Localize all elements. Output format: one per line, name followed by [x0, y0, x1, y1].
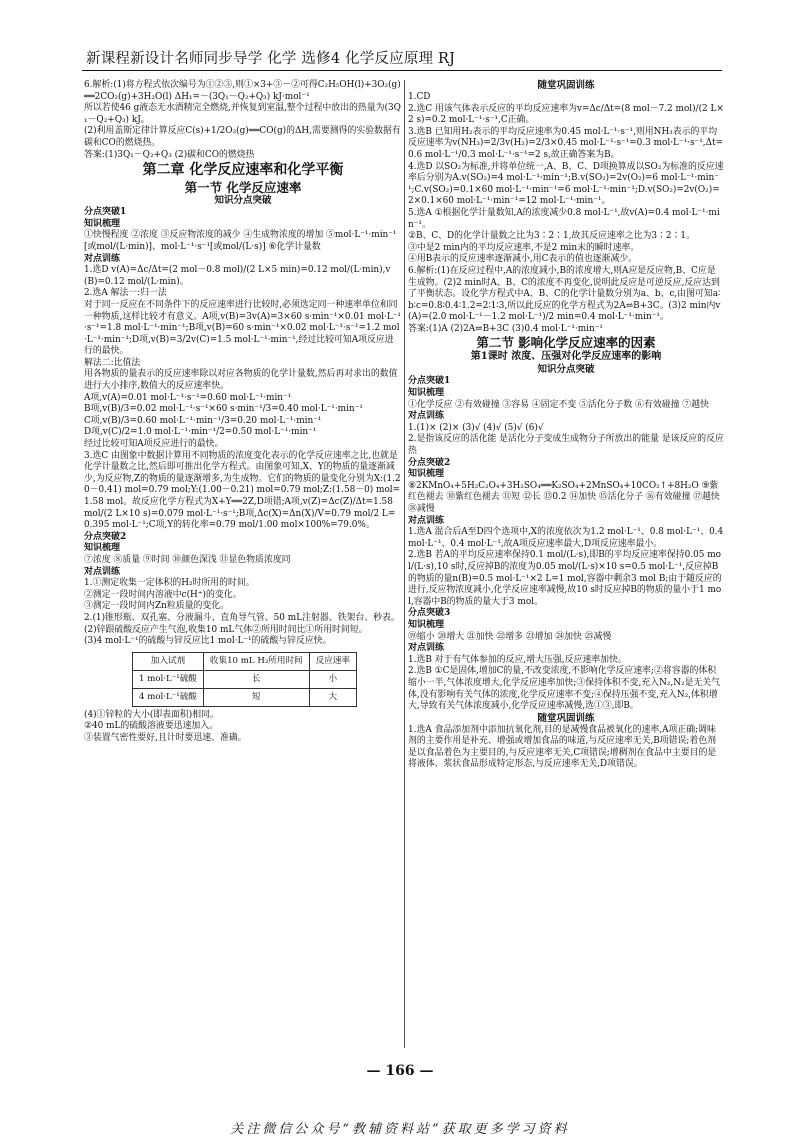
footer-note: 关注微信公众号“教辅资料站”获取更多学习资料 — [230, 1122, 570, 1137]
paragraph: 1.选A 食品添加剂中添加抗氧化剂,目的是减慢食品被氧化的速率,A项正确;调味剂的主要作用是补充、增强或增加食品的味道,与反应速率无关,B项错误;着色剂是以食品着色为主要目的,与反应速率无关,C项错误;增稠剂在食品中主要目的是将液体、浆状食品形成特定形态,与反应速率无关,D项错误。 — [408, 724, 717, 770]
paragraph: ③装置气密性要好,且计时要迅速、准确。 — [84, 732, 247, 743]
paragraph: 1.选D v(A)=Δc/Δt=(2 mol－0.8 mol)/(2 L×5 min)=0.12 mol/(L·min),v(B)=0.12 mol/(L·min)。 — [84, 265, 391, 287]
paragraph: ⑧2KMnO₄+5H₂C₂O₄+3H₂SO₄══K₂SO₄+2MnSO₄+10CO₂↑+8H₂O ⑨紫红色褪去 ⑩紫红色褪去 ⑪短 ⑫长 ⑬0.2 ⑭加快 ⑮活化分子 ⑯有效碰撞 ⑰越快 ⑱减慢 — [408, 480, 720, 514]
paragraph: ①快慢程度 ②浓度 ③反应物浓度的减少 ④生成物浓度的增加 ⑤mol·L⁻¹·min⁻¹[或mol/(L·min)]、mol·L⁻¹·s⁻¹[或mol/(L·s)] ⑥化学计量数 — [84, 230, 397, 252]
paragraph: 对于同一反应在不同条件下的反应速率进行比较时,必须选定同一种速率单位和同一种物质,这样比较才有意义。A项,v(B)=3v(A)=3×60 s·min⁻¹×0.01 mol·L⁻¹·s⁻¹=1.8 mol·L⁻¹·min⁻¹;B项,v(B)=60 s·min⁻¹×0.02 mol·L⁻¹·s⁻¹=1.2 mol·L⁻¹·min⁻¹;D项,v(B)=3/2v(C)=1.5 mol·L⁻¹·min⁻¹,经过比较可知A项反应进行的最快。 — [84, 299, 401, 357]
right-column-body — [408, 80, 724, 771]
paragraph: 经过比较可知A项反应进行的最快。 — [84, 439, 224, 450]
paragraph: ⑦浓度 ⑧质量 ⑨时间 ⑩颜色深浅 ⑪显色物质浓度同 — [84, 554, 291, 565]
paragraph: 答案:(1)A (2)2A⇌B+3C (3)0.4 mol·L⁻¹·min⁻¹ — [408, 323, 603, 334]
table-row — [133, 688, 357, 706]
keyword-heading: 知识梳理 — [408, 619, 445, 630]
subsection-title: 知识分点突破 — [537, 364, 595, 376]
paragraph: C项,v(B)/3=0.60 mol·L⁻¹·min⁻¹/3=0.20 mol·L⁻¹·min⁻¹ — [84, 415, 322, 426]
subsection-title: 随堂巩固训练 — [537, 80, 595, 91]
paragraph: 所以若使46 g液态无水酒精完全燃烧,并恢复到室温,整个过程中放出的热量为(3Q₁－Q₂+Q₃) kJ。 — [84, 103, 401, 125]
table-cell: 长 — [203, 670, 309, 688]
left-column-after-table — [84, 710, 402, 745]
paragraph: 1.选A 混合后A至D四个选项中,X的浓度依次为1.2 mol·L⁻¹、0.8 mol·L⁻¹、0.4 mol·L⁻¹、0.4 mol·L⁻¹,故A项反应速率最大,D项反应速率最小。 — [408, 527, 724, 549]
keyword-heading: 分点突破1 — [84, 207, 127, 218]
paragraph: 答案:(1)3Q₁－Q₂+Q₃ (2)碳和CO的燃烧热 — [84, 149, 255, 160]
table-cell: 大 — [309, 688, 356, 706]
table-cell: 短 — [203, 688, 309, 706]
section-title: 第一节 化学反应速率 — [184, 180, 302, 196]
paragraph: 6.解析:(1)在反应过程中,A的浓度减小,B的浓度增大,则A应是反应物,B、C应是生成物。(2)2 min时A、B、C的浓度不再变化,说明此反应是可逆反应,反应达到了平衡状态。设化学方程式中A、B、C的化学计量数分别为a、b、c,由图可知a∶b∶c=0.8∶0.4∶1.2=2∶1∶3,所以此反应的化学方程式为2A⇌B+3C。(3)2 min内v(A)=(2.0 mol·L⁻¹－1.2 mol·L⁻¹)/2 min=0.4 mol·L⁻¹·min⁻¹。 — [408, 265, 721, 323]
paragraph: 2.选A 解法一:归一法 — [84, 288, 167, 299]
paragraph: 3.选C 由图象中数据计算用不同物质的浓度变化表示的化学反应速率之比,也就是化学计量数之比,然后即可推出化学方程式。由图象可知,X、Y的物质的量逐渐减少,为反应物,Z的物质的量逐渐增多,为生成物。它们的物质的量变化分别为X:(1.20－0.41) mol=0.79 mol;Y:(1.00－0.21) mol=0.79 mol;Z:(1.58－0) mol=1.58 mol。故反应化学方程式为X+Y══2Z,D项错;A项,v(Z)=Δc(Z)/Δt=1.58 mol/(2 L×10 s)=0.079 mol·L⁻¹·s⁻¹;B项,Δc(X)=Δn(X)/V=0.79 mol/2 L=0.395 mol·L⁻¹;C项,Y的转化率=0.79 mol/1.00 mol×100%=79.0%。 — [84, 450, 401, 531]
table-header-cell: 反应速率 — [309, 652, 356, 670]
right-column — [408, 80, 724, 771]
paragraph: 2.选B 若A的平均反应速率保持0.1 mol/(L·s),即B的平均反应速率保持0.05 mol/(L·s),10 s时,反应掉B的浓度为0.05 mol/(L·s)×10 s=0.5 mol·L⁻¹,反应掉B的物质的量n(B)=0.5 mol·L⁻¹×2 L=1 mol,容器中剩余3 mol B;由于随反应的进行,反应物浓度减小,化学反应速率减慢,故10 s时反应掉B的物质的量小于1 mol,容器中B的物质的量大于3 mol。 — [408, 550, 722, 607]
paragraph: ③中是2 min内的平均反应速率,不是2 min末的瞬时速率。 — [408, 242, 640, 253]
paragraph: 1.CD — [408, 92, 431, 102]
table-header-cell: 加入试剂 — [133, 652, 204, 670]
paragraph: ②测定一段时间内溶液中c(H⁺)的变化。 — [84, 589, 242, 600]
keyword-heading: 分点突破2 — [84, 531, 127, 542]
paragraph: 4.选D 以SO₂为标准,并将单位统一,A、B、C、D项换算成以SO₂为标准的反应速率后分别为A.v(SO₂)=4 mol·L⁻¹·min⁻¹;B.v(SO₂)=2v(O₂)=6 mol·L⁻¹·min⁻¹;C.v(SO₂)=0.1×60 mol·L⁻¹·min⁻¹=6 mol·L⁻¹·min⁻¹;D.v(SO₂)=2v(O₂)=2×0.1×60 mol·L⁻¹·min⁻¹=12 mol·L⁻¹·min⁻¹。 — [408, 161, 724, 207]
paragraph: B项,v(B)/3=0.02 mol·L⁻¹·s⁻¹×60 s·min⁻¹/3=0.40 mol·L⁻¹·min⁻¹ — [84, 404, 363, 415]
paragraph: ②40 mL的硫酸溶液要迅速加入。 — [84, 721, 219, 732]
keyword-heading: 知识梳理 — [84, 218, 121, 229]
subsection-title: 随堂巩固训练 — [537, 712, 595, 724]
paragraph: 用各物质的量表示的反应速率除以对应各物质的化学计量数,然后再对求出的数值进行大小排序,数值大的反应速率快。 — [84, 369, 398, 392]
keyword-heading: 分点突破3 — [408, 608, 451, 619]
table-row — [133, 670, 357, 688]
chapter-title: 第二章 化学反应速率和化学平衡 — [142, 162, 344, 179]
table-header-row — [133, 652, 357, 670]
paragraph: 1.①测定收集一定体积的H₂时所用的时间。 — [84, 578, 255, 589]
header-rule — [82, 70, 722, 71]
keyword-heading: 知识梳理 — [408, 469, 445, 480]
paragraph: 6.解析:(1)将方程式依次编号为①②③,则①×3+③－②可得C₂H₅OH(l)+3O₂(g)══2CO₂(g)+3H₂O(l) ΔH₁=－(3Q₁－Q₂+Q₃) kJ·mol⁻¹ — [84, 80, 401, 102]
subsection-title: 知识分点突破 — [214, 195, 272, 207]
paragraph: ④用B表示的反应速率逐渐减小,用C表示的值也逐渐减少。 — [408, 254, 638, 265]
paragraph: 5.选A ①根据化学计量数知,A的浓度减少0.8 mol·L⁻¹,故v(A)=0.4 mol·L⁻¹·min⁻¹。 — [408, 207, 720, 230]
paragraph: 解法二:比值法 — [84, 357, 141, 368]
left-column — [84, 80, 402, 745]
lesson-title: 第1课时 浓度、压强对化学反应速率的影响 — [470, 351, 662, 363]
table-header-cell: 收集10 mL H₂所用时间 — [203, 652, 309, 670]
table-cell: 1 mol·L⁻¹硫酸 — [133, 670, 204, 688]
paragraph: 1.选B 对于有气体参加的反应,增大压强,反应速率加快。 — [408, 654, 627, 665]
keyword-heading: 对点训练 — [408, 411, 445, 422]
keyword-heading: 对点训练 — [84, 253, 121, 264]
keyword-heading: 知识梳理 — [408, 388, 445, 399]
keyword-heading: 分点突破2 — [408, 457, 451, 468]
paragraph: 2.选C 用该气体表示反应的平均反应速率为v=Δc/Δt=(8 mol－7.2 mol)/(2 L×2 s)=0.2 mol·L⁻¹·s⁻¹,C正确。 — [408, 103, 724, 126]
paragraph: (2)锌跟硫酸反应产生气泡,收集10 mL气体②所用时间比①所用时间短。 — [84, 624, 368, 635]
paragraph: (3)4 mol·L⁻¹的硫酸与锌反应比1 mol·L⁻¹的硫酸与锌反应快。 — [84, 636, 332, 647]
paragraph: ⑲缩小 ⑳增大 ㉑加快 ㉒增多 ㉓增加 ㉔加快 ㉕减慢 — [408, 631, 612, 642]
keyword-heading: 分点突破1 — [408, 376, 451, 387]
paragraph: 1.(1)× (2)× (3)√ (4)√ (5)√ (6)√ — [408, 422, 544, 433]
paragraph: 2.选B ①C是固体,增加C的量,不改变浓度,不影响化学反应速率;②将容器的体积缩小一半,气体浓度增大,化学反应速率加快;③保持体积不变,充入N₂,N₂是无关气体,没有影响有关气体的浓度,化学反应速率不变;④保持压强不变,充入N₂,体积增大,导致有关气体浓度减小,化学反应速率减慢,选①③,即B。 — [408, 666, 721, 712]
paragraph: 2.(1)锥形瓶、双孔塞、分液漏斗、直角导气管、50 mL注射器、铁架台、秒表。 — [84, 612, 400, 623]
paragraph: ①化学反应 ②有效碰撞 ③容易 ④固定不变 ⑤活化分子数 ⑥有效碰撞 ⑦越快 — [408, 399, 709, 410]
section-title: 第二节 影响化学反应速率的因素 — [476, 335, 656, 351]
paragraph: 2.是指该反应的活化能 是活化分子变成生成物分子所放出的能量 是该反应的反应热 — [408, 434, 724, 457]
keyword-heading: 知识梳理 — [84, 543, 121, 554]
paragraph: A项,v(A)=0.01 mol·L⁻¹·s⁻¹=0.60 mol·L⁻¹·min⁻¹ — [84, 392, 292, 403]
paragraph: (4)①锌粒的大小(即表面积)相同。 — [84, 709, 219, 720]
paragraph: 3.选B 已知用H₂表示的平均反应速率为0.45 mol·L⁻¹·s⁻¹,则用NH₃表示的平均反应速率为v(NH₃)=2/3v(H₂)=2/3×0.45 mol·L⁻¹·s⁻¹=0.3 mol·L⁻¹·s⁻¹,Δt=0.6 mol·L⁻¹/0.3 mol·L⁻¹·s⁻¹=2 s,故正确答案为B。 — [408, 126, 724, 160]
running-header: 新课程新设计名师同步导学 化学 选修4 化学反应原理 RJ — [86, 51, 456, 67]
keyword-heading: 对点训练 — [408, 643, 445, 654]
paragraph: D项,v(C)/2=1.0 mol·L⁻¹·min⁻¹/2=0.50 mol·L⁻¹·min⁻¹ — [84, 427, 317, 438]
table-cell: 小 — [309, 670, 356, 688]
paragraph: ③测定一段时间内Zn粒质量的变化。 — [84, 601, 230, 612]
paragraph: (2)利用盖斯定律计算反应C(s)+1/2O₂(g)══CO(g)的ΔH,需要测得的实验数据有碳和CO的燃烧热。 — [84, 126, 401, 148]
table-cell: 4 mol·L⁻¹硫酸 — [133, 688, 204, 706]
keyword-heading: 对点训练 — [408, 515, 445, 526]
keyword-heading: 对点训练 — [84, 566, 121, 577]
page-number: — 166 — — [366, 1063, 434, 1079]
left-column-body — [84, 80, 402, 648]
experiment-table — [132, 652, 357, 707]
paragraph: ②B、C、D的化学计量数之比为3∶2∶1,故其反应速率之比为3∶2∶1。 — [408, 231, 695, 242]
column-divider — [404, 80, 405, 1048]
